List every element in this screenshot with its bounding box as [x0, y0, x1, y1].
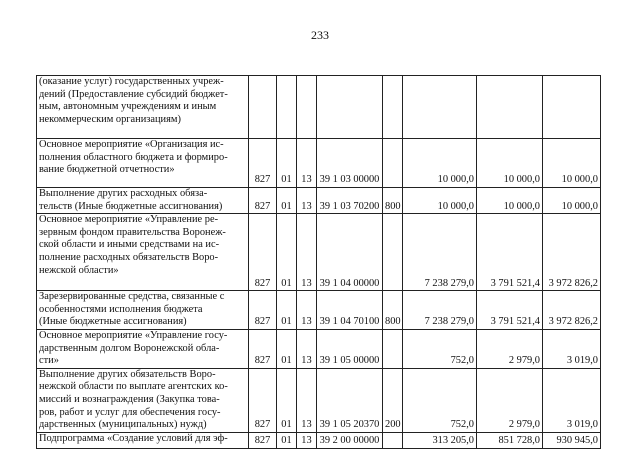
- amount-year2-cell: 3 791 521,4: [477, 291, 543, 330]
- amount-year2-cell: [477, 76, 543, 139]
- expense-type-cell: 200: [383, 368, 403, 432]
- target-article-cell: 39 1 03 70200: [317, 188, 383, 214]
- row-description: [37, 432, 249, 448]
- amount-year1-cell: 10 000,0: [403, 188, 477, 214]
- description-line: дарственных (муниципальных) нужд): [39, 419, 207, 431]
- target-article-cell: 39 1 04 70100: [317, 291, 383, 330]
- ministry-code-cell: 827: [249, 291, 277, 330]
- row-description: [37, 329, 249, 368]
- section-cell: 01: [277, 188, 297, 214]
- subsection-cell: 13: [297, 291, 317, 330]
- target-article-cell: [317, 76, 383, 139]
- amount-year3-cell: 3 019,0: [543, 368, 601, 432]
- section-cell: 01: [277, 432, 297, 448]
- ministry-code-cell: 827: [249, 432, 277, 448]
- section-cell: [277, 76, 297, 139]
- section-cell: 01: [277, 291, 297, 330]
- description-line: Выполнение других обязательств Воро-: [39, 368, 216, 380]
- table-row: [37, 432, 601, 448]
- amount-year1-cell: 7 238 279,0: [403, 214, 477, 291]
- description-line: нежской области»: [39, 264, 119, 276]
- target-article-cell: 39 1 05 00000: [317, 329, 383, 368]
- amount-year3-cell: 3 019,0: [543, 329, 601, 368]
- subsection-cell: [297, 76, 317, 139]
- table-row: [37, 329, 601, 368]
- row-description: [37, 76, 249, 139]
- description-line: особенностями исполнения бюджета: [39, 303, 203, 315]
- subsection-cell: 13: [297, 368, 317, 432]
- row-description: [37, 139, 249, 188]
- expense-type-cell: 800: [383, 188, 403, 214]
- description-line: вание бюджетной отчетности»: [39, 164, 175, 176]
- row-description: [37, 214, 249, 291]
- description-line: полнения областного бюджета и формиро-: [39, 151, 228, 163]
- table-row: [37, 76, 601, 139]
- subsection-cell: 13: [297, 188, 317, 214]
- amount-year2-cell: 10 000,0: [477, 188, 543, 214]
- expense-type-cell: [383, 432, 403, 448]
- ministry-code-cell: 827: [249, 214, 277, 291]
- ministry-code-cell: 827: [249, 368, 277, 432]
- description-line: нежской области по выплате агентских ко-: [39, 381, 228, 393]
- amount-year3-cell: [543, 76, 601, 139]
- description-line: ров, работ и услуг для обеспечения госу-: [39, 406, 221, 418]
- description-line: ской области и иными средствами на ис-: [39, 239, 220, 251]
- description-line: Основное мероприятие «Управление ре-: [39, 214, 219, 226]
- amount-year3-cell: 10 000,0: [543, 188, 601, 214]
- amount-year2-cell: 3 791 521,4: [477, 214, 543, 291]
- amount-year1-cell: [403, 76, 477, 139]
- amount-year1-cell: 10 000,0: [403, 139, 477, 188]
- table-row: [37, 214, 601, 291]
- description-line: Выполнение других расходных обяза-: [39, 188, 208, 199]
- section-cell: 01: [277, 214, 297, 291]
- amount-year2-cell: 2 979,0: [477, 329, 543, 368]
- description-line: дарственным долгом Воронежской обла-: [39, 342, 220, 354]
- description-line: полнение расходных обязательств Воро-: [39, 251, 219, 263]
- ministry-code-cell: 827: [249, 329, 277, 368]
- amount-year3-cell: 3 972 826,2: [543, 291, 601, 330]
- row-description: [37, 368, 249, 432]
- table-row: [37, 139, 601, 188]
- amount-year1-cell: 752,0: [403, 329, 477, 368]
- description-line: (Иные бюджетные ассигнования): [39, 316, 187, 328]
- subsection-cell: 13: [297, 329, 317, 368]
- ministry-code-cell: 827: [249, 139, 277, 188]
- description-line: миссий и вознаграждения (Закупка това-: [39, 393, 220, 405]
- description-line: некоммерческим организациям): [39, 113, 181, 125]
- amount-year3-cell: 3 972 826,2: [543, 214, 601, 291]
- subsection-cell: 13: [297, 432, 317, 448]
- section-cell: 01: [277, 139, 297, 188]
- amount-year1-cell: 752,0: [403, 368, 477, 432]
- description-line: ным, автономным учреждениям и иным: [39, 101, 217, 113]
- subsection-cell: 13: [297, 214, 317, 291]
- description-line: тельств (Иные бюджетные ассигнования): [39, 200, 223, 212]
- amount-year3-cell: 10 000,0: [543, 139, 601, 188]
- amount-year2-cell: 2 979,0: [477, 368, 543, 432]
- amount-year1-cell: 313 205,0: [403, 432, 477, 448]
- table-row: [37, 291, 601, 330]
- description-line: сти»: [39, 355, 59, 367]
- expense-type-cell: [383, 139, 403, 188]
- expense-type-cell: [383, 329, 403, 368]
- amount-year2-cell: 851 728,0: [477, 432, 543, 448]
- amount-year2-cell: 10 000,0: [477, 139, 543, 188]
- description-line: (оказание услуг) государственных учреж-: [39, 76, 224, 87]
- target-article-cell: 39 1 04 00000: [317, 214, 383, 291]
- target-article-cell: 39 1 05 20370: [317, 368, 383, 432]
- target-article-cell: 39 2 00 00000: [317, 432, 383, 448]
- amount-year3-cell: 930 945,0: [543, 432, 601, 448]
- section-cell: 01: [277, 329, 297, 368]
- budget-table: [36, 75, 601, 449]
- row-description: [37, 188, 249, 214]
- description-line: Основное мероприятие «Организация ис-: [39, 139, 224, 150]
- subsection-cell: 13: [297, 139, 317, 188]
- description-line: дений (Предоставление субсидий бюджет-: [39, 88, 228, 100]
- row-description: [37, 291, 249, 330]
- page-number: 233: [311, 28, 329, 42]
- description-line: Основное мероприятие «Управление госу-: [39, 329, 228, 341]
- expense-type-cell: [383, 76, 403, 139]
- section-cell: 01: [277, 368, 297, 432]
- ministry-code-cell: 827: [249, 188, 277, 214]
- expense-type-cell: 800: [383, 291, 403, 330]
- description-line: Подпрограмма «Создание условий для эф-: [39, 432, 228, 444]
- description-line: зервным фондом правительства Воронеж-: [39, 226, 226, 238]
- table-row: [37, 368, 601, 432]
- amount-year1-cell: 7 238 279,0: [403, 291, 477, 330]
- table-row: [37, 188, 601, 214]
- target-article-cell: 39 1 03 00000: [317, 139, 383, 188]
- description-line: Зарезервированные средства, связанные с: [39, 291, 225, 303]
- ministry-code-cell: [249, 76, 277, 139]
- expense-type-cell: [383, 214, 403, 291]
